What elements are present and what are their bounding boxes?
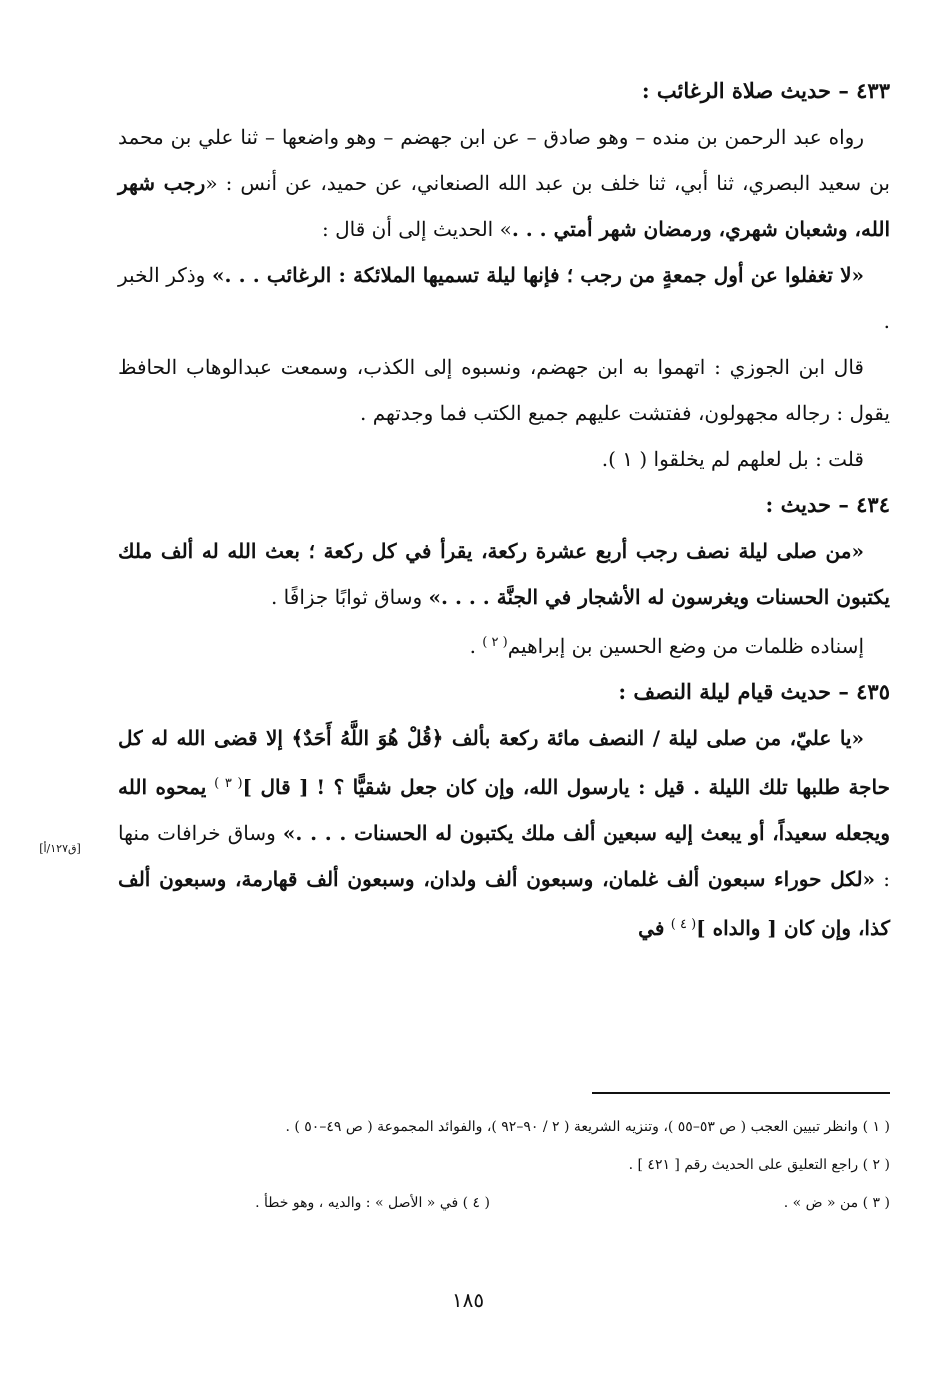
hadith-434-after: وساق ثوابًا جزافًا .: [270, 585, 423, 609]
footnote-4: ( ٤ ) في « الأصل » : والديه ، وهو خطأ .: [255, 1195, 490, 1211]
footnotes: [140, 1108, 890, 1222]
footnote-2: ( ٢ ) راجع التعليق على الحديث رقم [ ٤٢١ ] .: [628, 1157, 890, 1173]
chain-text: رواه عبد الرحمن بن منده – وهو صادق – عن ابن جهضم – وهو واضعها – ثنا علي بن محمد بن سعيد البصري، ثنا أبي، ثنا خلف بن عبد الله الصنعاني، عن حميد، عن أنس : «: [118, 125, 890, 195]
hadith-435-normal-c: وساق خرافات منها :: [118, 821, 890, 891]
hadith-text-bold: رجب شهر الله، وشعبان شهري، ورمضان شهر أمتي . . .: [118, 171, 890, 241]
comment-text: قلت : بل لعلهم لم يخلقوا: [653, 447, 864, 471]
isnad-text: إسناده ظلمات من وضع الحسين بن إبراهيم: [507, 634, 864, 658]
paragraph-433-quote: [118, 252, 890, 344]
paragraph-434-isnad: [118, 620, 890, 669]
paragraph-433-comment: [118, 436, 890, 482]
heading-435: ٤٣٥ – حديث قيام ليلة النصف :: [618, 679, 890, 704]
footnote-ref-3[interactable]: ( ٣ ): [214, 776, 243, 791]
isnad-end: .: [469, 634, 476, 658]
paragraph-435-hadith: [118, 715, 890, 951]
hadith-435-bold-c: «لكل حوراء سبعون ألف غلمان، وسبعون ألف ولدان، وسبعون ألف قهارمة، وسبعون ألف كذا، وإن كان [ والداه ]: [118, 867, 890, 940]
hadith-435-bold-d: في: [638, 916, 665, 940]
hadith-434-bold: «من صلى ليلة نصف رجب أربع عشرة ركعة، يقرأ في كل ركعة ؛ بعث الله له ألف ملك يكتبون الحسنات ويغرسون له الأشجار في الجنَّة . . . .»: [118, 539, 890, 609]
chain-text-end: » الحديث إلى أن قال :: [322, 217, 512, 241]
paragraph-433-chain: [118, 114, 890, 252]
paragraph-434-hadith: [118, 528, 890, 620]
heading-433: ٤٣٣ – حديث صلاة الرغائب :: [641, 78, 890, 103]
footnote-1: ( ١ ) وانظر تبيين العجب ( ص ٥٣–٥٥ )، وتنزيه الشريعة ( ٢ / ٩٠–٩٢ )، والفوائد المجموعة ( ص ٤٩–٥٠ ) .: [285, 1119, 890, 1135]
bracket-qala: [ قال ]: [242, 775, 309, 799]
quote-after: وذكر الخبر .: [118, 263, 890, 333]
heading-434: ٤٣٤ – حديث :: [765, 492, 890, 517]
footnote-ref-1[interactable]: ( ١ ): [608, 447, 648, 471]
footnote-ref-4[interactable]: ( ٤ ): [670, 917, 697, 932]
paragraph-433-ibn-jawzi: قال ابن الجوزي : اتهموا به ابن جهضم، ونسبوه إلى الكذب، وسمعت عبدالوهاب الحافظ يقول : رجاله مجهولون، ففتشت عليهم جميع الكتب فما وجدتهم .: [118, 355, 890, 425]
footnote-3: ( ٣ ) من « ض » .: [783, 1195, 890, 1211]
hadith-quote-bold: «لا تغفلوا عن أول جمعةٍ من رجب ؛ فإنها ليلة تسميها الملائكة : الرغائب . . .»: [211, 263, 864, 287]
comment-end: .: [601, 447, 609, 471]
footnote-row-3-4: [140, 1184, 890, 1222]
page-number: ١٨٥: [451, 1288, 485, 1312]
footnote-ref-2[interactable]: ( ٢ ): [482, 635, 508, 650]
footnote-separator: [592, 1092, 890, 1094]
hadith-435-bold-a: «يا عليّ، من صلى ليلة / النصف مائة ركعة بألف ﴿قُلْ هُوَ اللَّهُ أَحَدٌ﴾ إلا قضى الله له كل حاجة طلبها تلك الليلة . قيل : يارسول الله، وإن كان جعل شقيًّا ؟ !: [118, 726, 891, 799]
hadith-435-bold-b: يمحوه الله ويجعله سعيداً، أو يبعث إليه سبعين ألف ملك يكتبون له الحسنات . . . .»: [118, 775, 891, 845]
main-text: [118, 68, 890, 951]
manuscript-folio-note: [ق١٢٧/أ]: [39, 842, 81, 855]
